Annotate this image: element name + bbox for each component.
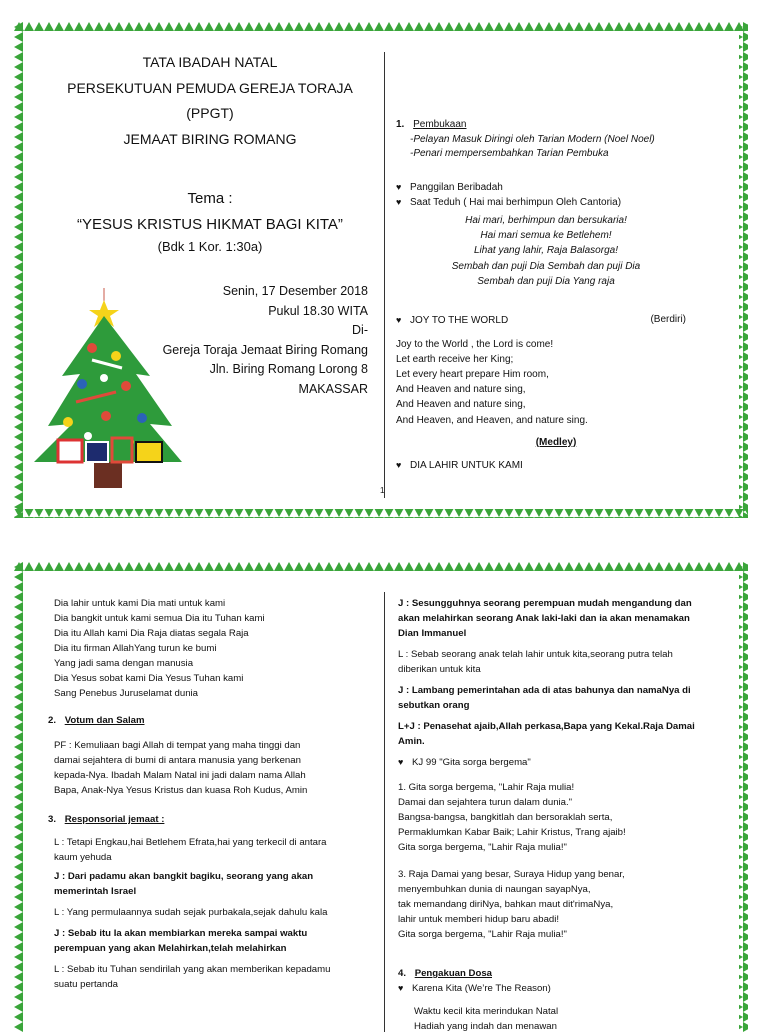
lyric-line: And Heaven and nature sing, [396,399,526,411]
song-title: JOY TO THE WORLD [410,314,509,326]
bullet-kj99 [398,755,728,770]
section-number: 2. [48,715,57,726]
bullet-dia-lahir [396,458,726,474]
kj-verse-3 [398,867,728,942]
text-line: damai sejahtera di bumi di antara manusia yang berkenan [54,755,301,766]
header-line: PERSEKUTUAN PEMUDA GEREJA TORAJA [67,79,353,96]
text-line: Amin. [398,736,425,747]
bullet-joy [396,313,726,329]
info-line: Gereja Toraja Jemaat Biring Romang [162,342,368,357]
section-title: Pengakuan Dosa [414,968,492,979]
tema-block [40,186,380,256]
text-line: J : Dari padamu akan bangkit bagiku, seorang yang akan [54,871,314,882]
lyric-line: Sembah dan puji Dia Sembah dan puji Dia [451,260,641,272]
service-header [40,50,380,152]
header-line: JEMAAT BIRING ROMANG [123,130,297,147]
heart-bullet-icon: ♥ [396,197,402,208]
christmas-tree-illustration [32,286,192,496]
lyric-line: Dia lahir untuk kami Dia mati untuk kami [54,598,226,609]
lyric-line: menyembuhkan dunia di naungan sayapNya, [398,884,591,895]
info-line: Pukul 18.30 WITA [268,303,368,318]
lyric-line: Gita sorga bergema, "Lahir Raja mulia!" [398,929,567,940]
song-title: Karena Kita (We’re The Reason) [412,983,551,994]
karena-lyrics [398,1004,728,1034]
text-line: Dian Immanuel [398,628,467,639]
text-line: L : Tetapi Engkau,hai Betlehem Efrata,hai yang terkecil di antara [54,837,327,848]
lyric-line: Lihat yang lahir, Raja Balasorga! [474,245,618,257]
lyric-line: And Heaven, and Heaven, and nature sing. [396,414,588,426]
info-line: MAKASSAR [298,381,368,396]
tema-label: Tema : [187,190,233,207]
votum-text [54,738,374,798]
lyric-line: Yang jadi sama dengan manusia [54,658,194,669]
saat-teduh-lyrics [396,213,696,289]
song-note: (Berdiri) [650,313,686,325]
text-line: L : Yang permulaannya sudah sejak purbakala,sejak dahulu kala [54,907,328,918]
resp-leader [54,835,374,865]
info-line: Senin, 17 Desember 2018 [222,284,368,298]
text-line: akan melahirkan seorang Anak laki-laki dan ia akan menamakan [398,613,690,624]
lyric-line: Waktu kecil kita merindukan Natal [414,1006,559,1017]
lyric-line: 3. Raja Damai yang besar, Suraya Hidup yang benar, [398,869,625,880]
lyric-line: tak memandang diriNya, bahkan maut dit'rimaNya, [398,899,614,910]
pembukaan-line: -Pelayan Masuk Diringi oleh Tarian Modern (Noel Noel) [410,133,655,145]
lyric-line: Hadiah yang indah dan menawan [414,1021,557,1032]
lyric-line: Hai mari, berhimpun dan bersukaria! [465,214,627,226]
lyric-line: Damai dan sejahtera turun dalam dunia." [398,797,573,808]
text-line: suatu pertanda [54,979,119,990]
lyric-line: Gita sorga bergema, "Lahir Raja mulia!" [398,842,567,853]
medley-label: (Medley) [535,436,577,448]
bullet-text: Panggilan Beribadah [410,181,503,193]
bullet-panggilan [396,180,726,196]
lyric-line: Sang Penebus Juruselamat dunia [54,688,199,699]
section-title: Pembukaan [413,119,467,130]
text-line: perempuan yang akan Melahirkan,telah melahirkan [54,943,287,954]
text-line: memerintah Israel [54,886,137,897]
tema-text: “YESUS KRISTUS HIKMAT BAGI KITA” [77,216,343,233]
text-line: diberikan untuk kita [398,664,481,675]
section-title: Votum dan Salam [64,715,145,726]
resp-congregation [54,869,374,899]
text-line: J : Lambang pemerintahan ada di atas bahunya dan namaNya di [398,685,691,696]
heart-bullet-icon: ♥ [398,983,404,993]
info-line: Di- [352,323,368,338]
text-line: kaum yehuda [54,852,112,863]
intro-lyrics [54,596,374,701]
column-divider [384,52,385,498]
text-line: Bapa, Anak-Nya Yesus Kristus dan kuasa Roh Kudus, Amin [54,785,308,796]
resp-congregation [398,683,728,713]
section-votum [48,713,374,728]
lyric-line: Dia Yesus sobat kami Dia Yesus Tuhan kami [54,673,244,684]
resp-congregation [398,596,728,641]
booklet-page-1 [14,22,748,518]
info-line: Jln. Biring Romang Lorong 8 [209,362,368,377]
resp-all [398,719,728,749]
section-number: 3. [48,814,57,825]
section-responsorial [48,812,374,827]
lyric-line: Bangsa-bangsa, bangkitlah dan bersoraklah serta, [398,812,613,823]
lyric-line: And Heaven and nature sing, [396,384,526,396]
text-line: L+J : Penasehat ajaib,Allah perkasa,Bapa yang Kekal.Raja Damai [398,721,695,732]
pembukaan-line: -Penari mempersembahkan Tarian Pembuka [410,148,609,160]
section-title: Responsorial jemaat : [64,814,165,825]
joy-lyrics [396,337,726,428]
lyric-line: Joy to the World , the Lord is come! [396,338,554,350]
song-title: DIA LAHIR UNTUK KAMI [410,460,523,472]
text-line: L : Sebab itu Tuhan sendirilah yang akan memberikan kepadamu [54,964,331,975]
text-line: L : Sebab seorang anak telah lahir untuk kita,seorang putra telah [398,649,673,660]
text-line: kepada-Nya. Ibadah Malam Natal ini jadi dalam nama Allah [54,770,306,781]
column-divider [384,592,385,1032]
right-column [398,596,728,1034]
header-line: (PPGT) [186,105,234,121]
lyric-line: Dia itu Allah kami Dia Raja diatas segala Raja [54,628,249,639]
section-pembukaan [396,118,726,133]
resp-congregation [54,926,374,956]
page-number: 1 [380,486,385,495]
text-line: J : Sesungguhnya seorang perempuan mudah mengandung dan [398,598,692,609]
tema-reference: (Bdk 1 Kor. 1:30a) [157,239,263,254]
lyric-line: 1. Gita sorga bergema, "Lahir Raja mulia! [398,782,575,793]
kj-verse-1 [398,780,728,855]
text-line: J : Sebab itu Ia akan membiarkan mereka sampai waktu [54,928,308,939]
header-line: TATA IBADAH NATAL [142,54,278,70]
lyric-line: Sembah dan puji Dia Yang raja [477,275,615,287]
resp-leader [54,962,374,992]
heart-bullet-icon: ♥ [396,314,402,325]
lyric-line: Dia itu firman AllahYang turun ke bumi [54,643,217,654]
text-line: PF : Kemuliaan bagi Allah di tempat yang maha tinggi dan [54,740,301,751]
section-pengakuan [398,966,728,981]
lyric-line: Dia bangkit untuk kami semua Dia itu Tuhan kami [54,613,265,624]
bullet-karena-kita [398,981,728,996]
heart-bullet-icon: ♥ [396,181,402,192]
resp-leader [398,647,728,677]
section-number: 1. [396,119,405,130]
song-title: KJ 99 "Gita sorga bergema" [412,757,531,768]
bullet-saat-teduh [396,195,726,211]
left-column [48,596,374,992]
resp-leader [54,905,374,920]
lyric-line: Hai mari semua ke Betlehem! [480,230,612,242]
bullet-text: Saat Teduh ( Hai mai berhimpun Oleh Cantoria) [410,197,622,209]
text-line: sebutkan orang [398,700,470,711]
lyric-line: lahir untuk memberi hidup baru abadi! [398,914,560,925]
heart-bullet-icon: ♥ [398,757,404,767]
booklet-page-2 [14,562,748,1032]
section-number: 4. [398,968,407,979]
order-of-service-right [396,118,726,474]
lyric-line: Let earth receive her King; [396,353,514,365]
lyric-line: Permaklumkan Kabar Baik; Lahir Kristus, Trang ajaib! [398,827,626,838]
lyric-line: Let every heart prepare Him room, [396,368,549,380]
heart-bullet-icon: ♥ [396,460,402,471]
